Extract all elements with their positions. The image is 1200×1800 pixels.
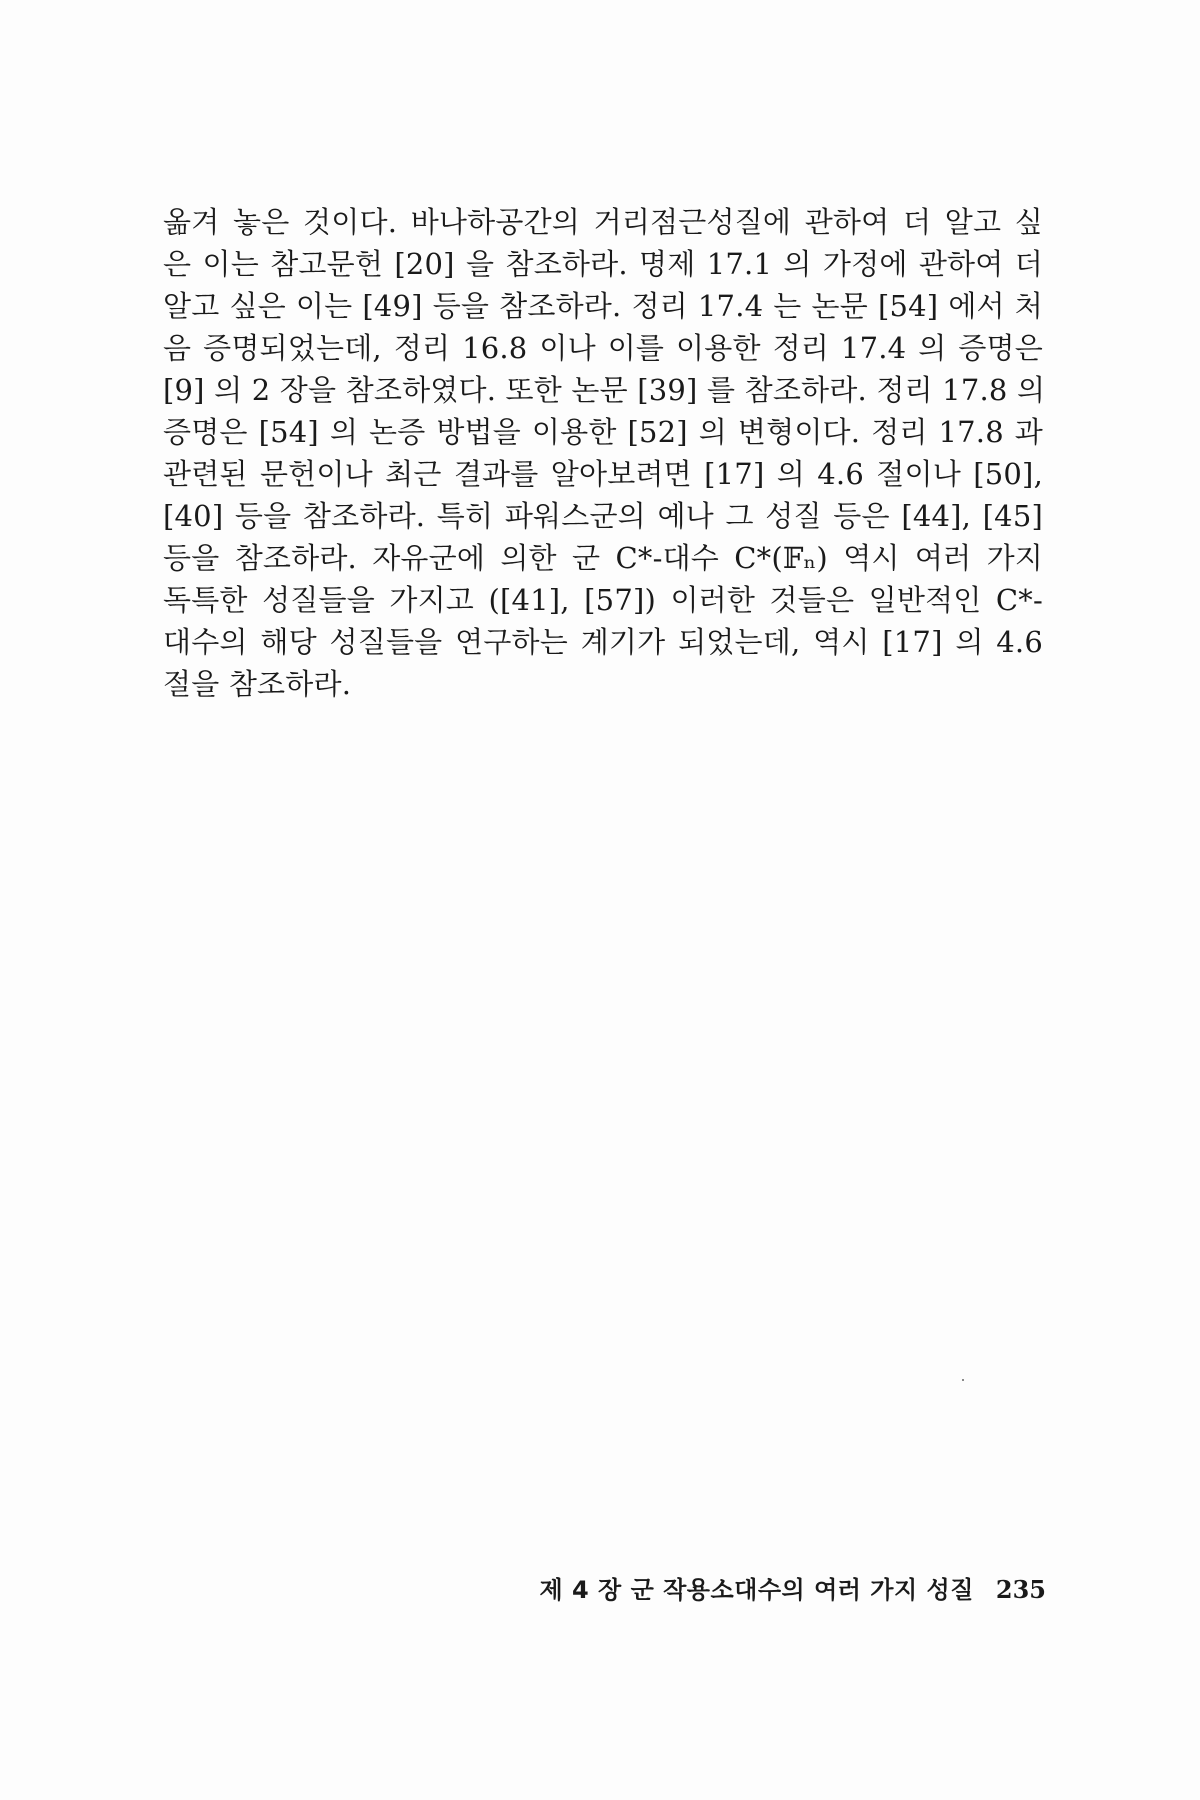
running-head: 제 4 장 군 작용소대수의 여러 가지 성질 [539, 1576, 974, 1604]
text-line: 등을 참조하라. 자유군에 의한 군 C*-대수 C*(𝔽ₙ) 역시 여러 가지 [163, 541, 1043, 575]
text-line: 옮겨 놓은 것이다. 바나하공간의 거리점근성질에 관하여 더 알고 싶 [163, 205, 1043, 239]
page-number: 235 [995, 1575, 1046, 1604]
text-line: 절을 참조하라. [163, 667, 352, 701]
text-line: [40] 등을 참조하라. 특히 파워스군의 예나 그 성질 등은 [44], [45] [163, 499, 1043, 533]
text-line: 증명은 [54] 의 논증 방법을 이용한 [52] 의 변형이다. 정리 17.8 과 [163, 415, 1043, 449]
text-line: 독특한 성질들을 가지고 ([41], [57]) 이러한 것들은 일반적인 C*- [163, 583, 1043, 617]
text-line: [9] 의 2 장을 참조하였다. 또한 논문 [39] 를 참조하라. 정리 17.8 의 [163, 373, 1046, 407]
scan-speck [962, 1379, 964, 1381]
text-line: 관련된 문헌이나 최근 결과를 알아보려면 [17] 의 4.6 절이나 [50], [163, 457, 1043, 491]
text-line: 은 이는 참고문헌 [20] 을 참조하라. 명제 17.1 의 가정에 관하여 더 [163, 247, 1043, 281]
body-paragraph [163, 201, 1046, 705]
text-line: 알고 싶은 이는 [49] 등을 참조하라. 정리 17.4 는 논문 [54] 에서 처 [163, 289, 1043, 323]
page-footer [496, 1570, 1046, 1605]
text-line: 음 증명되었는데, 정리 16.8 이나 이를 이용한 정리 17.4 의 증명은 [163, 331, 1043, 365]
text-line: 대수의 해당 성질들을 연구하는 계기가 되었는데, 역시 [17] 의 4.6 [163, 625, 1043, 659]
